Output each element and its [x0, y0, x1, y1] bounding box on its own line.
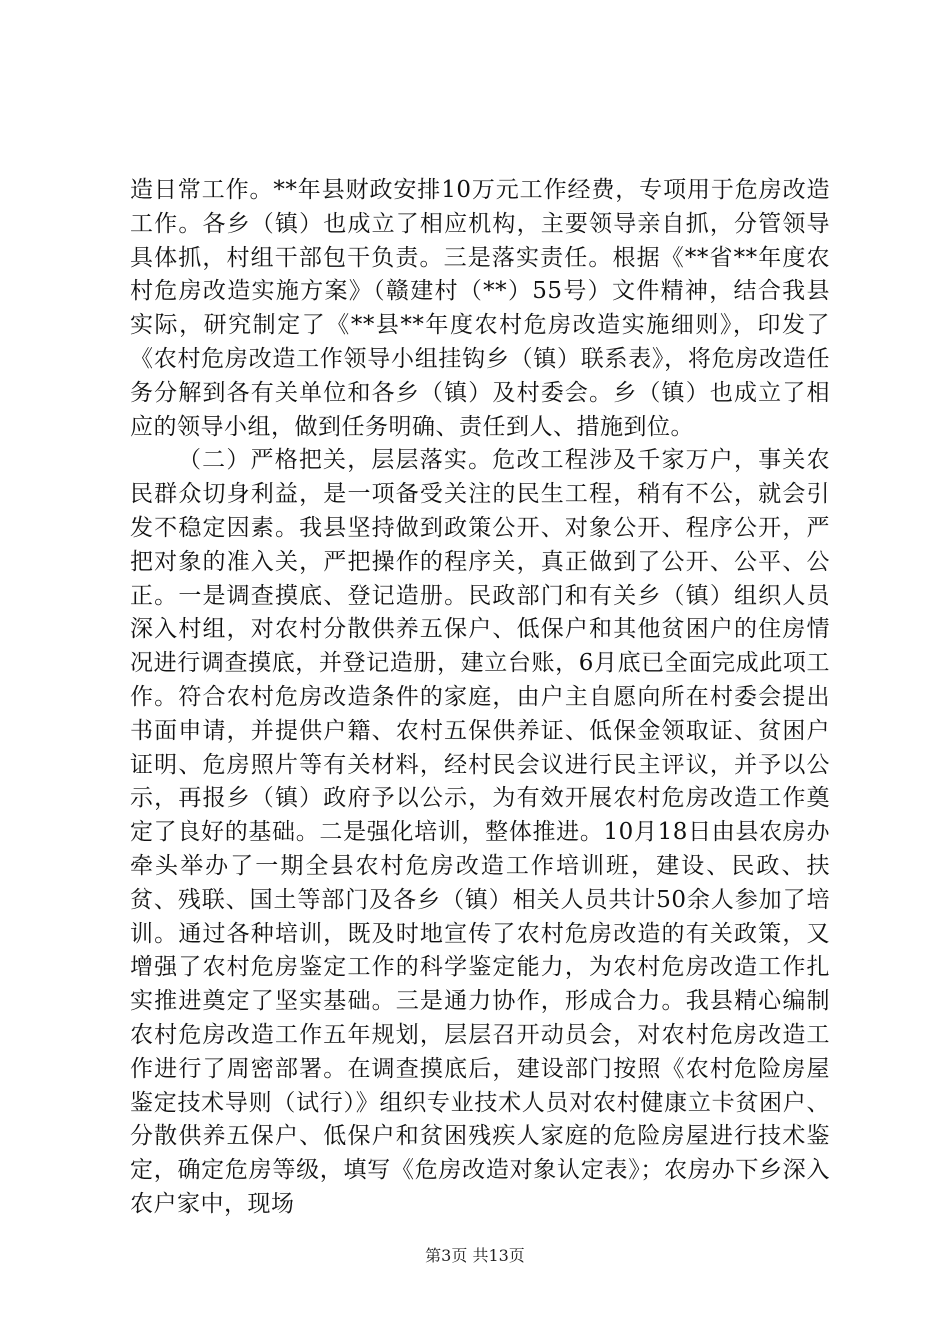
paragraph-continued: 造日常工作。**年县财政安排10万元工作经费，专项用于危房改造工作。各乡（镇）也成立了相应机构，主要领导亲自抓，分管领导具体抓，村组干部包干负责。三是落实责任。根据《**省**年度农村危房改造实施方案》（赣建村（**）55号）文件精神，结合我县实际，研究制定了《**县**年度农村危房改造实施细则》，印发了《农村危房改造工作领导小组挂钩乡（镇）联系表》，将危房改造任务分解到各有关单位和各乡（镇）及村委会。乡（镇）也成立了相应的领导小组，做到任务明确、责任到人、措施到位。	[130, 177, 830, 440]
page-footer: 第3页 共13页	[425, 1246, 525, 1265]
paragraph-section-two: （二）严格把关，层层落实。危改工程涉及千家万户，事关农民群众切身利益，是一项备受关注的民生工程，稍有不公，就会引发不稳定因素。我县坚持做到政策公开、对象公开、程序公开，严把对象的准入关，严把操作的程序关，真正做到了公开、公平、公正。一是调查摸底、登记造册。民政部门和有关乡（镇）组织人员深入村组，对农村分散供养五保户、低保户和其他贫困户的住房情况进行调查摸底，并登记造册，建立台账，6月底已全面完成此项工作。符合农村危房改造条件的家庭，由户主自愿向所在村委会提出书面申请，并提供户籍、农村五保供养证、低保金领取证、贫困户证明、危房照片等有关材料，经村民会议进行民主评议，并予以公示，再报乡（镇）政府予以公示，为有效开展农村危房改造工作奠定了良好的基础。二是强化培训，整体推进。10月18日由县农房办牵头举办了一期全县农村危房改造工作培训班，建设、民政、扶贫、残联、国土等部门及各乡（镇）相关人员共计50余人参加了培训。通过各种培训，既及时地宣传了农村危房改造的有关政策，又增强了农村危房鉴定工作的科学鉴定能力，为农村危房改造工作扎实推进奠定了坚实基础。三是通力协作，形成合力。我县精心编制农村危房改造工作五年规划，层层召开动员会，对农村危房改造工作进行了周密部署。在调查摸底后，建设部门按照《农村危险房屋鉴定技术导则（试行）》组织专业技术人员对农村健康立卡贫困户、分散供养五保户、低保户和贫困残疾人家庭的危险房屋进行技术鉴定，确定危房等级，填写《危房改造对象认定表》；农房办下乡深入农户家中，现场	[130, 447, 830, 1217]
document-body	[130, 174, 830, 1222]
